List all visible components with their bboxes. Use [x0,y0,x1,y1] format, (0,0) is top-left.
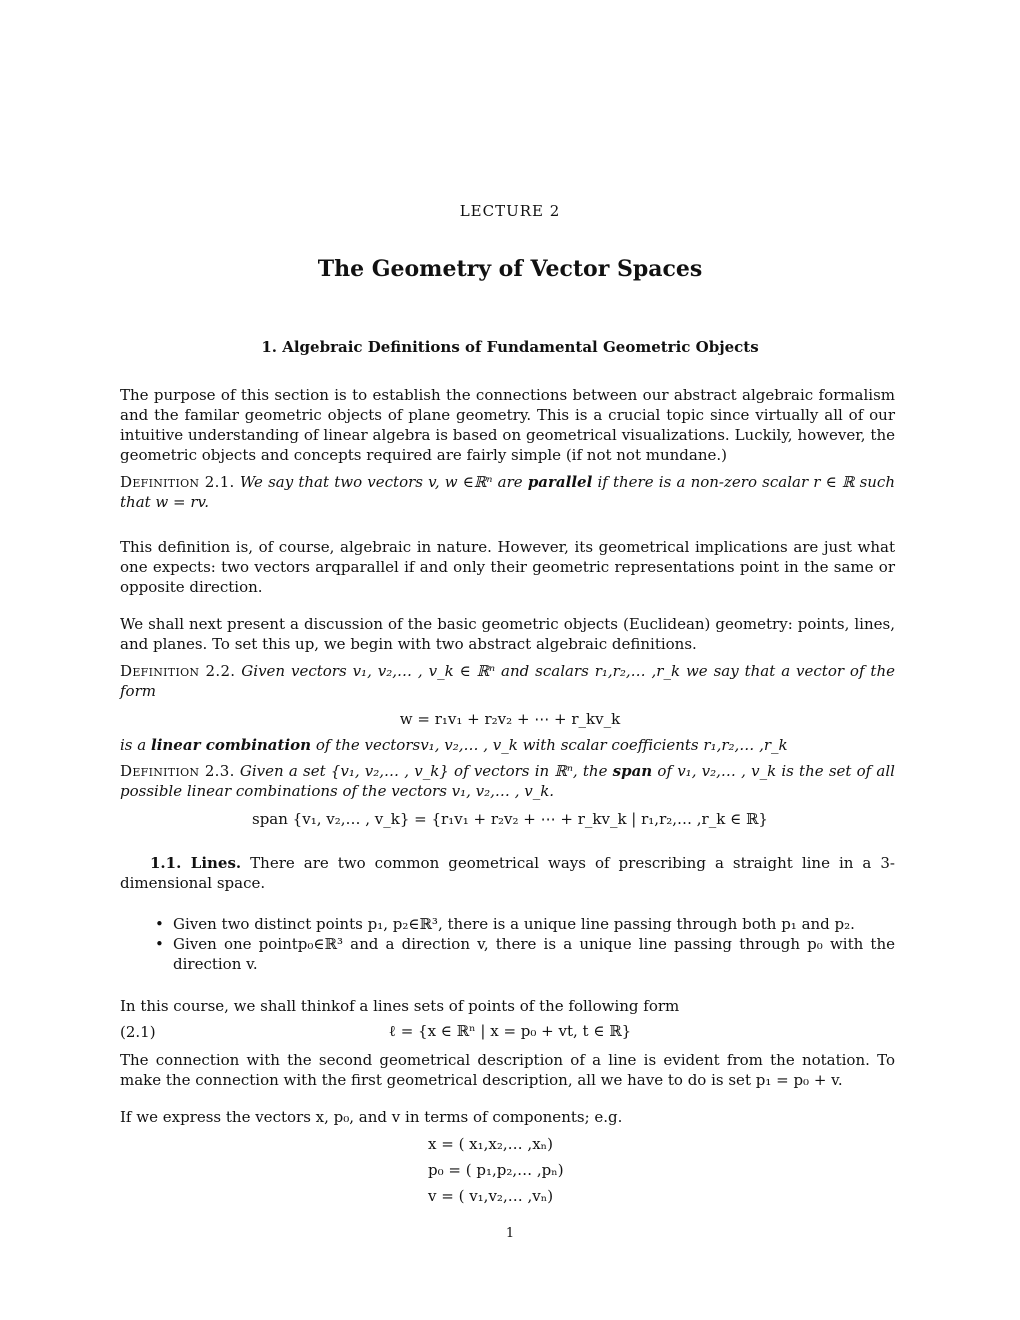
def22-after-term: of the vectorsv₁, v₂,… , v_k with scalar coefficients r₁,r₂,… ,r_k [315,736,788,754]
paragraph-connection: The connection with the second geometrical description of a line is evident from the notation. To make the connection with the first geometrical description, all we have to do is set p₁ = p₀ + v. [120,1051,895,1089]
equation-number: (2.1) [120,1023,156,1041]
definition-2-1 [120,472,895,512]
equation-linear-combination: w = r₁v₁ + r₂v₂ + ⋯ + r_kv_k [399,710,621,728]
def21-label: Definition 2.1. [120,473,235,491]
def22-is-a: is a [120,736,147,754]
def23-label: Definition 2.3. [120,762,235,780]
list-item: Given two distinct points p₁, p₂∈ℝ³, there is a unique line passing through both p₁ and p₂. [173,915,855,933]
component-v: v = ( v₁,v₂,… ,vₙ) [428,1187,554,1205]
equation-line: ℓ = {x ∈ ℝⁿ | x = p₀ + vt, t ∈ ℝ} [388,1022,632,1040]
def22-text: Given vectors v₁, v₂,… , v_k ∈ ℝⁿ and scalars r₁,r₂,… ,r_k we say that a vector of the form [120,662,895,700]
bullet-icon: • [155,915,164,933]
def23-text-after: of v₁, v₂,… , v_k is the set of all possible linear combinations of the vectors v₁, v₂,… , v_k. [120,762,895,800]
def22-continuation [120,735,895,755]
component-x: x = ( x₁,x₂,… ,xₙ) [428,1135,554,1153]
component-p0: p₀ = ( p₁,p₂,… ,pₙ) [428,1161,564,1179]
bullet-icon: • [155,935,164,953]
lecture-label: LECTURE 2 [459,202,561,220]
subsection-text: There are two common geometrical ways of prescribing a straight line in a 3-dimensional space. [120,854,895,892]
def22-label: Definition 2.2. [120,662,236,680]
definition-2-3 [120,761,895,801]
def21-text-after: if there is a non-zero scalar r ∈ ℝ such that w = rv. [120,473,895,511]
equation-span: span {v₁, v₂,… , v_k} = {r₁v₁ + r₂v₂ + ⋯ + r_kv_k | r₁,r₂,… ,r_k ∈ ℝ} [252,810,768,828]
components-line: If we express the vectors x, p₀, and v in terms of components; e.g. [120,1108,623,1126]
subsection-lines [120,853,895,893]
intro-paragraph: The purpose of this section is to establish the connections between our abstract algebraic formalism and the familar geometric objects of plane geometry. This is a crucial topic since virtually all of our intuitive understanding of linear algebra is based on geometrical visualizations. Luckily, however, the geometric objects and concepts required are fairly simple (if not not mundane.) [120,386,895,464]
def21-term: parallel [527,473,593,491]
think-line: In this course, we shall thinkof a lines sets of points of the following form [120,997,680,1015]
def22-term: linear combination [151,736,312,754]
list-item: Given one pointp₀∈ℝ³ and a direction v, there is a unique line passing through p₀ with the direction v. [173,935,895,973]
paragraph-parallel: This definition is, of course, algebraic in nature. However, its geometrical implications are just what one expects: two vectors arqparallel if and only their geometric representations point in the same or opposite direction. [120,538,895,596]
def23-term: span [612,762,653,780]
def23-text-before: Given a set {v₁, v₂,… , v_k} of vectors in ℝⁿ, the [239,762,608,780]
page-title: The Geometry of Vector Spaces [317,256,703,282]
paragraph-objects: We shall next present a discussion of the basic geometric objects (Euclidean) geometry: points, lines, and planes. To set this up, we begin with two abstract algebraic definitions. [120,615,895,653]
subsection-heading: 1.1. Lines. [150,854,242,872]
def21-text-before: We say that two vectors v, w ∈ℝⁿ are [239,473,523,491]
definition-2-2 [120,661,895,701]
section-heading: 1. Algebraic Definitions of Fundamental Geometric Objects [261,338,759,356]
page-number: 1 [505,1226,515,1241]
